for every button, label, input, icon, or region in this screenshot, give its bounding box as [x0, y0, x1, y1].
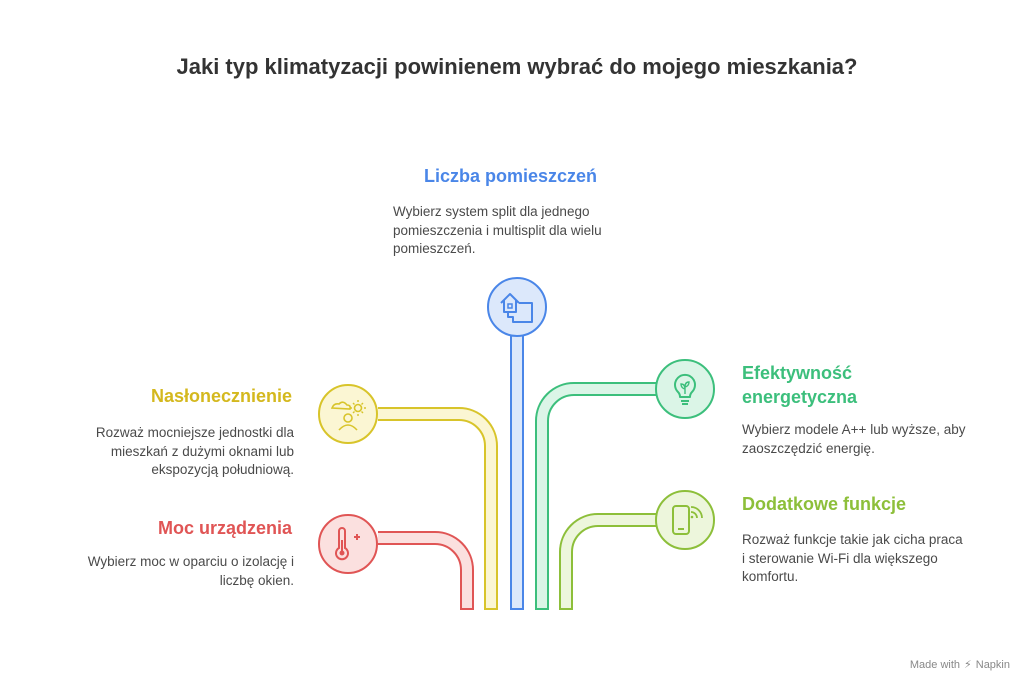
power-description: Wybierz moc w oparciu o izolację i liczbę okien.	[87, 554, 294, 588]
power-title: Moc urządzenia	[157, 518, 292, 538]
napkin-credit[interactable]	[910, 658, 1010, 671]
thermometer-icon	[319, 515, 377, 573]
features-title: Dodatkowe funkcje	[742, 494, 907, 514]
napkin-brand: Napkin	[975, 658, 1010, 671]
sun-description: Rozważ mocniejsze jednostki dla mieszkań z dużymi oknami lub ekspozycją południową.	[95, 425, 294, 477]
efficiency-title-line2: energetyczna	[742, 387, 858, 407]
sun-title: Nasłonecznienie	[150, 386, 292, 406]
house-icon	[488, 278, 546, 336]
connector-sun	[378, 414, 491, 610]
eco-bulb-icon	[656, 360, 714, 418]
rooms-description: Wybierz system split dla jednego pomieszczenia i multisplit dla wielu pomieszczeń.	[393, 204, 602, 256]
efficiency-description: Wybierz modele A++ lub wyższe, aby zaoszczędzić energię.	[742, 422, 966, 456]
made-with-label: Made with	[909, 658, 961, 671]
diagram-title: Jaki typ klimatyzacji powinienem wybrać do mojego mieszkania?	[176, 54, 858, 79]
sun-person-icon	[319, 385, 377, 443]
features-description: Rozważ funkcje takie jak cicha praca i sterowanie Wi-Fi dla większego komfortu.	[742, 532, 963, 584]
napkin-logo-icon: ⚡	[964, 659, 972, 671]
connector-features	[566, 520, 656, 610]
efficiency-title-line1: Efektywność	[742, 363, 853, 383]
smartphone-wifi-icon	[656, 491, 714, 549]
efficiency-title	[742, 361, 857, 409]
rooms-title: Liczba pomieszczeń	[424, 166, 598, 186]
